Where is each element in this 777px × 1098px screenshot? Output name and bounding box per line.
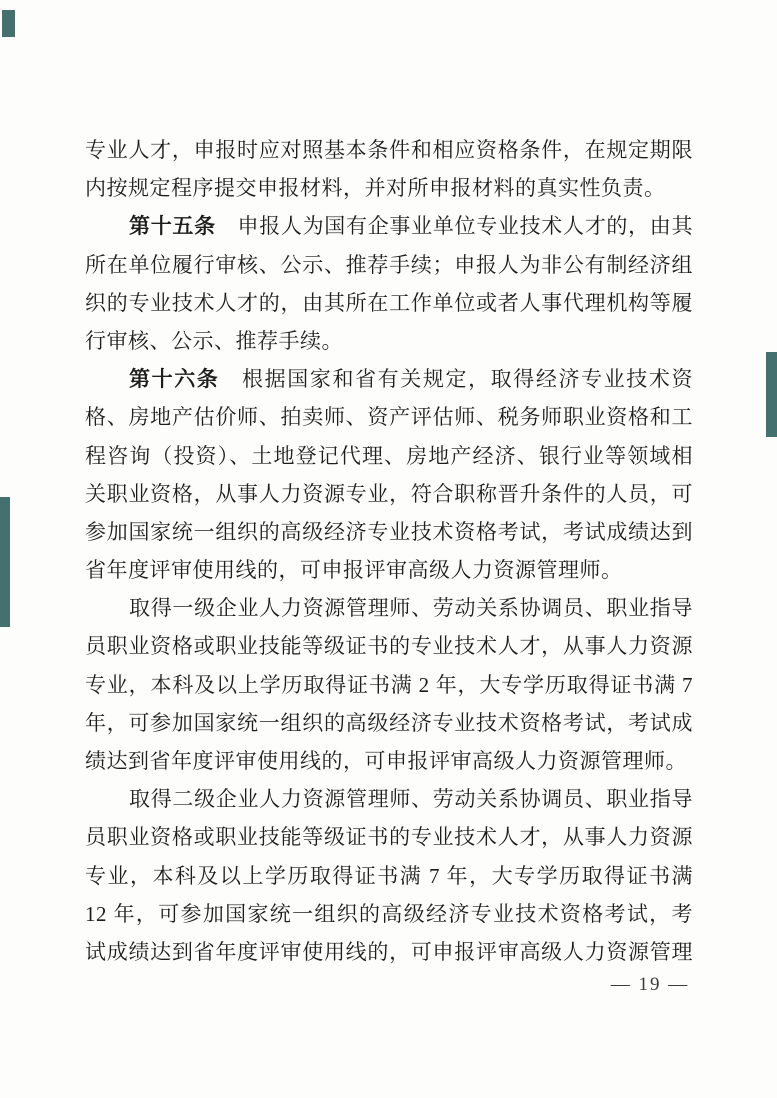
document-line bbox=[85, 284, 693, 322]
document-line bbox=[85, 551, 693, 589]
document-line bbox=[85, 322, 693, 360]
line-text: 员职业资格或职业技能等级证书的专业技术人才，从事人力资源 bbox=[85, 825, 693, 850]
line-text: 试成绩达到省年度评审使用线的，可申报评审高级人力资源管理 bbox=[85, 939, 693, 964]
document-line bbox=[85, 398, 693, 436]
line-text: 程咨询（投资）、土地登记代理、房地产经济、银行业等领域相 bbox=[85, 443, 693, 468]
document-line bbox=[85, 895, 693, 933]
document-line bbox=[85, 131, 693, 169]
document-body bbox=[85, 131, 693, 971]
line-text: 专业，本科及以上学历取得证书满 2 年，大专学历取得证书满 7 bbox=[85, 672, 693, 697]
line-text: 专业人才，申报时应对照基本条件和相应资格条件，在规定期限 bbox=[85, 138, 693, 162]
document-line bbox=[85, 513, 693, 551]
line-text: 关职业资格，从事人力资源专业，符合职称晋升条件的人员，可 bbox=[85, 481, 693, 506]
line-text: 织的专业技术人才的，由其所在工作单位或者人事代理机构等履 bbox=[85, 290, 693, 315]
scan-artifact-top-left bbox=[2, 10, 15, 37]
document-line bbox=[85, 246, 693, 284]
document-line bbox=[85, 207, 693, 245]
document-line bbox=[85, 666, 693, 704]
document-line bbox=[85, 857, 693, 895]
line-text: 根据国家和省有关规定，取得经济专业技术资 bbox=[219, 367, 694, 392]
line-text: 12 年，可参加国家统一组织的高级经济专业技术资格考试，考 bbox=[85, 901, 693, 926]
document-line bbox=[85, 475, 693, 513]
document-line bbox=[85, 169, 693, 207]
document-line bbox=[85, 780, 693, 818]
line-text: 绩达到省年度评审使用线的，可申报评审高级人力资源管理师。 bbox=[85, 749, 687, 773]
article-number: 第十五条 bbox=[129, 214, 216, 239]
document-line bbox=[85, 933, 693, 971]
line-text: 内按规定程序提交申报材料，并对所申报材料的真实性负责。 bbox=[85, 176, 666, 201]
document-line bbox=[85, 589, 693, 627]
line-text: 取得一级企业人力资源管理师、劳动关系协调员、职业指导 bbox=[129, 596, 693, 621]
line-text: 取得二级企业人力资源管理师、劳动关系协调员、职业指导 bbox=[129, 787, 693, 812]
line-text: 员职业资格或职业技能等级证书的专业技术人才，从事人力资源 bbox=[85, 634, 693, 659]
document-line bbox=[85, 742, 693, 780]
document-line bbox=[85, 360, 693, 398]
document-line bbox=[85, 437, 693, 475]
document-line bbox=[85, 704, 693, 742]
line-text: 参加国家统一组织的高级经济专业技术资格考试，考试成绩达到 bbox=[85, 519, 693, 544]
line-text: 专业，本科及以上学历取得证书满 7 年，大专学历取得证书满 bbox=[85, 863, 693, 888]
line-text: 年，可参加国家统一组织的高级经济专业技术资格考试，考试成 bbox=[85, 710, 693, 735]
line-text: 所在单位履行审核、公示、推荐手续；申报人为非公有制经济组 bbox=[85, 252, 693, 277]
page-number: — 19 — bbox=[610, 974, 690, 995]
document-line bbox=[85, 818, 693, 856]
scan-artifact-right-edge bbox=[766, 352, 777, 437]
document-line bbox=[85, 627, 693, 665]
line-text: 格、房地产估价师、拍卖师、资产评估师、税务师职业资格和工 bbox=[85, 405, 693, 430]
line-text: 省年度评审使用线的，可申报评审高级人力资源管理师。 bbox=[85, 558, 623, 583]
scan-artifact-left-edge bbox=[0, 497, 10, 627]
line-text: 申报人为国有企事业单位专业技术人才的，由其 bbox=[215, 214, 694, 239]
line-text: 行审核、公示、推荐手续。 bbox=[85, 328, 343, 353]
article-number: 第十六条 bbox=[129, 367, 220, 392]
